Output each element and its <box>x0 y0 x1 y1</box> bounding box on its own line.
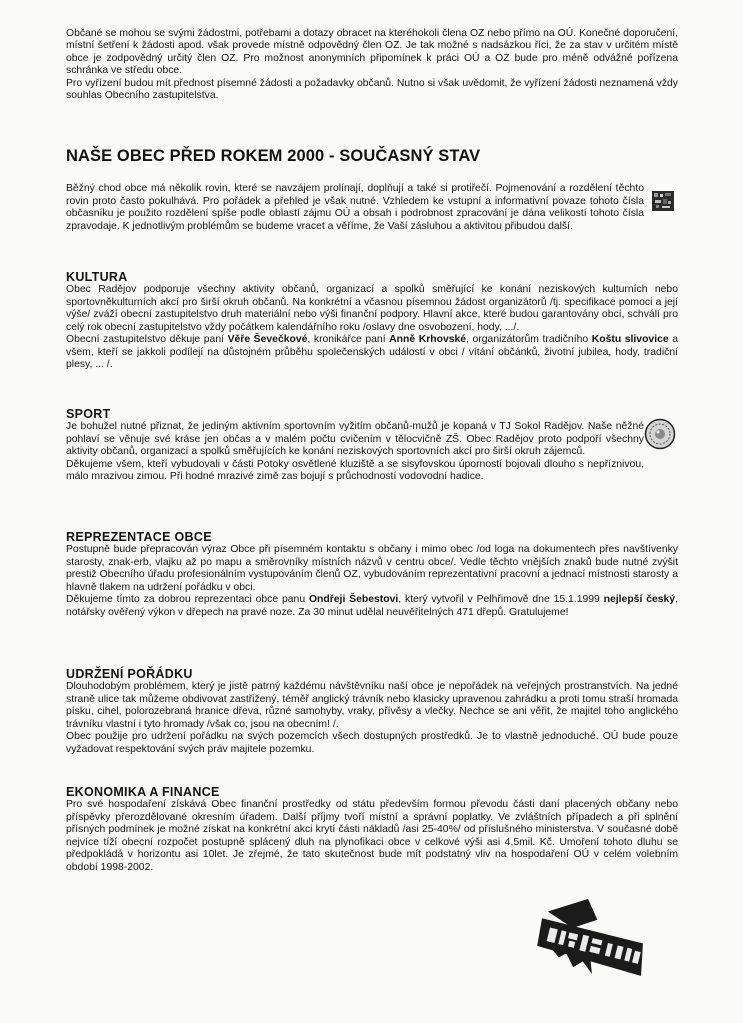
section-sport <box>66 407 644 484</box>
intro-block <box>66 28 678 102</box>
text-run: a všem, kteří se jakkoli podílejí na důstojném průběhu společenských událostí v obci / vítání občánků, životní jubilea, hody, tradiční plesy, ... /. <box>66 334 679 370</box>
round-seal-icon <box>644 418 676 455</box>
name-anna-krhovska: Anně Krhovské <box>389 334 467 345</box>
kultura-heading: KULTURA <box>66 270 128 284</box>
intro-paragraph-1: Občané se mohou se svými žádostmi, potřebami a dotazy obracet na kteréhokoli člena OZ nebo přímo na OÚ. Konečné doporučení, místní šetření k žádosti apod. však provede místně odpovědný člen OZ. Je tak možné s nadsázkou říci, že za stav v určitém místě obce je zodpovědný určitý člen OZ. Pro možnost anonymních připomínek k práci OÚ a OZ bude pro méně odvážné pořízena schránka ve středu obce. <box>66 28 678 77</box>
section-kultura <box>66 270 678 372</box>
kultura-paragraph-2 <box>66 334 678 372</box>
sport-heading: SPORT <box>66 407 111 421</box>
section-poradek <box>66 667 678 756</box>
overview-paragraph: Běžný chod obce má několik rovin, které se navzájem prolínají, doplňují a také si protiřečí. Pojmenování a rozdělení těchto rovin proto často pokulhává. Pro pořádek a přehled je však nutné. Vzhledem ke vstupní a informativní povaze tohoto čísla občasníku je použito rozdělení spíše podle oblastí zájmu OÚ a obsah i podrobnost zpracování je dána velikostí tohoto čísla zpravodaje. K jednotlivým problémům se budeme vracet a věříme, že Vaší zásluhou a aktivitou přibudou další. <box>66 183 644 232</box>
text-run: Děkujeme tímto za dobrou reprezentaci obce panu <box>66 594 309 605</box>
sport-paragraph-2: Děkujeme všem, kteří vybudovali v části Potoky osvětlené kluziště a se sisyfovskou úporností bojovali dlouho s nepříznivou, málo mrazivou zimou. Při hodné mrazivé zimě zas bojují s průchodností vodovodní hadice. <box>66 458 644 482</box>
text-run: , který vytvořil v Pelhřimově dne 15.1.1999 <box>398 594 604 605</box>
text-run: , notářsky ověřený výkon v dřepech na pravé noze. Za 30 minut udělal neuvěřitelných 471 dřepů. Gratulujeme! <box>66 594 678 618</box>
poradek-paragraph-2: Obec použije pro udržení pořádku na svých pozemcích všech dostupných prostředků. Je to vlastně jednoduché. OÚ bude pouze vyžadovat respektování svých práv majitele pozemku. <box>66 731 678 755</box>
name-vera-seveckova: Věře Ševečkové <box>227 334 308 345</box>
radejov-1999-stamp-logo <box>530 895 670 995</box>
record-highlight: nejlepší český <box>603 594 676 605</box>
text-run: Obecní zastupitelstvo děkuje paní <box>66 334 228 345</box>
reprezentace-heading: REPREZENTACE OBCE <box>66 530 212 544</box>
poradek-paragraph-1: Dlouhodobým problémem, který je jistě patrný každému návštěvníku naší obce je nepořádek na veřejných prostranstvích. Na jedné straně ulice tak můžeme obdivovat zastřižený, téměř anglický trávník nebo klasicky upravenou zahrádku a proti tomu straší hromada písku, cihel, polorozebraná hranice dřeva, různé samohyby, vraky, přívěsy a vlečky. Nechce se ani věřit, že majitel toho anglického trávníku vlastní i tyto hromady /však co, jsou na obecním! /. <box>66 681 678 730</box>
intro-paragraph-2: Pro vyřízení budou mít přednost písemné žádosti a požadavky občanů. Nutno si však uvědomit, že vyřízení žádosti neznamená vždy souhlas Obecního zastupitelstva. <box>66 77 678 102</box>
name-ondrej-sebesta: Ondřeji Šebestovi <box>308 594 399 605</box>
reprezentace-paragraph-2 <box>66 594 678 619</box>
sport-paragraph-1: Je bohužel nutné přiznat, že jediným aktivním sportovním vyžitím občanů-mužů je kopaná v TJ Sokol Radějov. Naše něžné pohlaví se věnuje své kráse jen občas a v malém počtu cvičením v tělocvičně ZŠ. Obec Radějov proto podpoří všechny aktivity občanů, organizací a spolků směřujících ke konání neziskových sportovních akcí pro širší okruh zájemců. <box>66 421 644 457</box>
text-run: , kronikářce paní <box>307 334 390 345</box>
overview-block <box>66 183 644 233</box>
poradek-heading: UDRŽENÍ POŘÁDKU <box>66 667 193 681</box>
scanned-square-emblem-icon <box>651 190 675 217</box>
event-kost-slivovice: Koštu slivovice <box>591 334 669 345</box>
section-finance <box>66 785 678 874</box>
kultura-paragraph-1: Obec Radějov podporuje všechny aktivity občanů, organizací a spolků směřující ke konání neziskových kulturních nebo sportovněkulturních akcí pro širší okruh občanů. Na konkrétní a včasnou písemnou žádost organizátorů /tj. specifikace pomoci a její výše/ zváží obecní zastupitelstvo druh materiální nebo výši finanční podpory. Hlavní akce, které budou garantovány obcí, schválí pro celý rok obecní zastupitelstvo vždy počátkem kalendářního roku /oslavy dne osvobození, hody, .../. <box>66 284 678 333</box>
section-reprezentace <box>66 530 678 619</box>
finance-heading: EKONOMIKA A FINANCE <box>66 785 220 799</box>
text-run: , organizátorům tradičního <box>466 334 592 345</box>
page-title: NAŠE OBEC PŘED ROKEM 2000 - SOUČASNÝ STAV <box>66 147 481 165</box>
reprezentace-paragraph-1: Postupně bude přepracován výraz Obce při písemném kontaktu s občany i mimo obec /od loga na dokumentech přes navštívenky starosty, znak-erb, vlajku až po mapu a směrovníky místních názvů v centru obce/. Vedle těchto vnějších znaků bude nutné zvýšit prestiž Obecního úřadu profesionálním vystupováním členů OZ, vybudováním reprezentativní pracovní a jednací místnosti starosty a hlavně tlakem na udržení pořádku v obci. <box>66 544 678 593</box>
finance-paragraph-1: Pro své hospodaření získává Obec finanční prostředky od státu především formou převodu části daní placených občany nebo příspěvky přerozdělované okresním úřadem. Další příjmy tvoří místní a správní poplatky. Ve zvláštních případech a při splnění přísných podmínek je možné získat na konkrétní akci krytí části nákladů /asi 25-40%/ od příslušného ministerstva. V současné době nejvíce tíží obecní rozpočet postupně splácený dluh na plynofikaci obce v celkové výši asi 4,5mil. Kč. Umoření tohoto dluhu se předpokládá v horizontu asi 10let. Je zřejmé, že tato skutečnost bude mít podstatný vliv na hospodaření OÚ v celém volebním období 1998-2002. <box>66 799 678 873</box>
